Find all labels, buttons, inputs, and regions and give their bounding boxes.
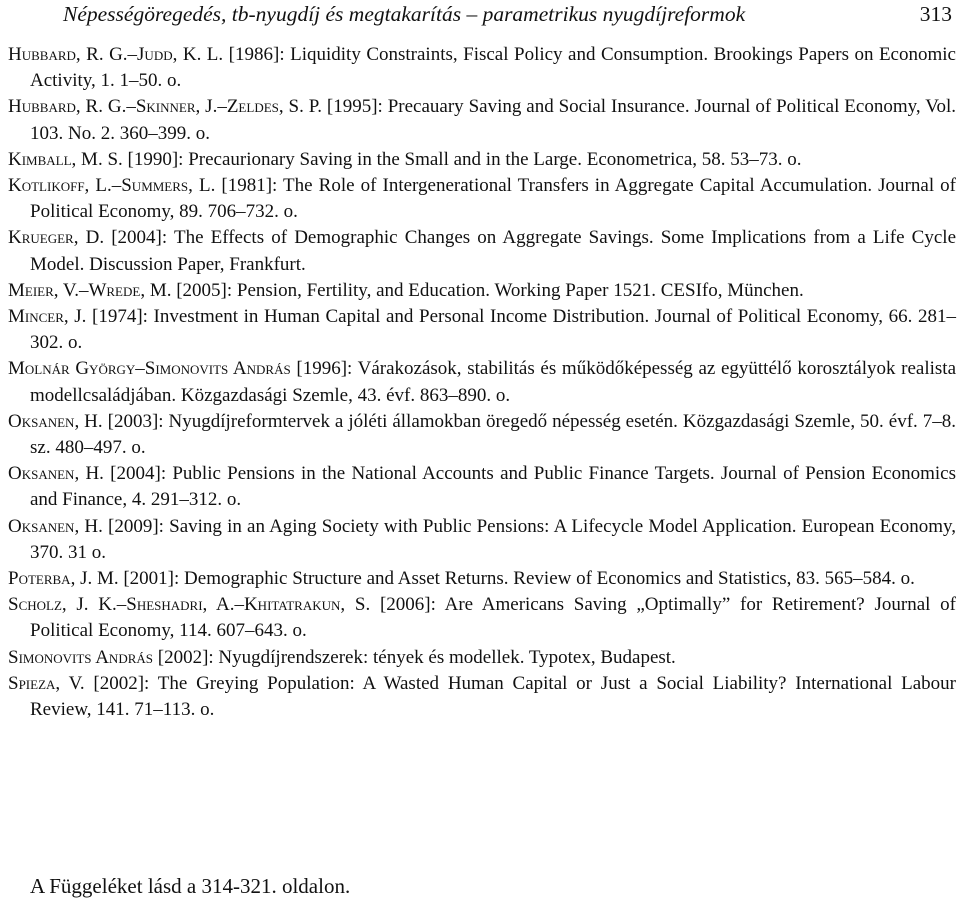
reference-entry: [8, 514, 956, 566]
reference-text: [2006]: Are Americans Saving „Optimally” for Retirement? Journal of Political Economy, 114. 607–643. o.: [30, 594, 956, 642]
reference-authors: Poterba, J. M.: [8, 568, 119, 590]
reference-authors: Oksanen, H.: [8, 515, 103, 537]
reference-entry: [8, 42, 956, 94]
reference-authors: Oksanen, H.: [8, 410, 103, 432]
page-number: 313: [919, 2, 952, 26]
reference-authors: Meier, V.–Wrede, M.: [8, 279, 172, 301]
reference-text: [2003]: Nyugdíjreformtervek a jóléti államokban öregedő népesség esetén. Közgazdasági Szemle, 50. évf. 7–8. sz. 480–497. o.: [30, 410, 956, 459]
reference-authors: Oksanen, H.: [8, 463, 104, 485]
reference-entry: [8, 147, 956, 173]
reference-entry: [8, 94, 956, 146]
reference-entry: [8, 461, 956, 513]
reference-authors: Hubbard, R. G.–Skinner, J.–Zeldes, S. P.: [8, 96, 322, 118]
reference-authors: Molnár György–Simonovits András: [8, 358, 291, 380]
reference-text: [2004]: Public Pensions in the National Accounts and Public Finance Targets. Journal of Pension Economics and Finance, 4. 291–312. o.: [30, 463, 956, 511]
reference-entry: [8, 592, 956, 644]
reference-text: [1986]: Liquidity Constraints, Fiscal Policy and Consumption. Brookings Papers on Economic Activity, 1. 1–50. o.: [30, 44, 956, 92]
reference-text: [1981]: The Role of Intergenerational Transfers in Aggregate Capital Accumulation. Journal of Political Economy, 89. 706–732. o.: [30, 175, 956, 223]
reference-entry: [8, 304, 956, 356]
reference-text: [2004]: The Effects of Demographic Changes on Aggregate Savings. Some Implications from a Life Cycle Model. Discussion Paper, Frankfurt.: [30, 227, 956, 275]
running-header: [0, 0, 960, 34]
running-title: Népességöregedés, tb-nyugdíj és megtakarítás – parametrikus nyugdíjreformok: [63, 2, 746, 26]
reference-text: [1995]: Precauary Saving and Social Insurance. Journal of Political Economy, Vol. 103. No. 2. 360–399. o.: [30, 96, 956, 144]
reference-text: [2002]: Nyugdíjrendszerek: tények és modellek. Typotex, Budapest.: [153, 646, 676, 668]
reference-authors: Simonovits András: [8, 646, 153, 668]
reference-text: [1974]: Investment in Human Capital and Personal Income Distribution. Journal of Political Economy, 66. 281–302. o.: [30, 306, 956, 354]
reference-text: [2002]: The Greying Population: A Wasted Human Capital or Just a Social Liability? International Labour Review, 141. 71–113. o.: [30, 672, 956, 721]
reference-entry: [8, 173, 956, 225]
reference-text: [1990]: Precaurionary Saving in the Small and in the Large. Econometrica, 58. 53–73. o.: [122, 148, 802, 170]
reference-entry: [8, 278, 956, 304]
reference-authors: Kotlikoff, L.–Summers, L.: [8, 175, 216, 197]
reference-text: [2009]: Saving in an Aging Society with Public Pensions: A Lifecycle Model Application. European Economy, 370. 31 o.: [30, 515, 956, 563]
reference-entry: [8, 356, 956, 408]
reference-text: [1996]: Várakozások, stabilitás és működőképesség az együttélő korosztályok realista modellcsaládjában. Közgazdasági Szemle, 43. évf. 863–890. o.: [30, 358, 957, 406]
reference-authors: Hubbard, R. G.–Judd, K. L.: [8, 44, 224, 65]
reference-text: [2005]: Pension, Fertility, and Education. Working Paper 1521. CESIfo, München.: [171, 279, 804, 301]
reference-entry: [8, 409, 956, 461]
appendix-note: A Függeléket lásd a 314-321. oldalon.: [30, 874, 351, 898]
reference-entry: [8, 645, 956, 671]
reference-text: [2001]: Demographic Structure and Asset Returns. Review of Economics and Statistics, 83. 565–584. o.: [118, 568, 915, 590]
reference-entry: [8, 671, 956, 723]
reference-authors: Spieza, V.: [8, 672, 85, 694]
reference-authors: Mincer, J.: [8, 306, 87, 328]
reference-authors: Krueger, D.: [8, 227, 105, 249]
reference-authors: Kimball, M. S.: [8, 148, 123, 170]
reference-entry: [8, 566, 956, 592]
reference-authors: Scholz, J. K.–Sheshadri, A.–Khitatrakun, S.: [8, 594, 371, 616]
reference-entry: [8, 225, 956, 277]
reference-list: [8, 42, 956, 723]
